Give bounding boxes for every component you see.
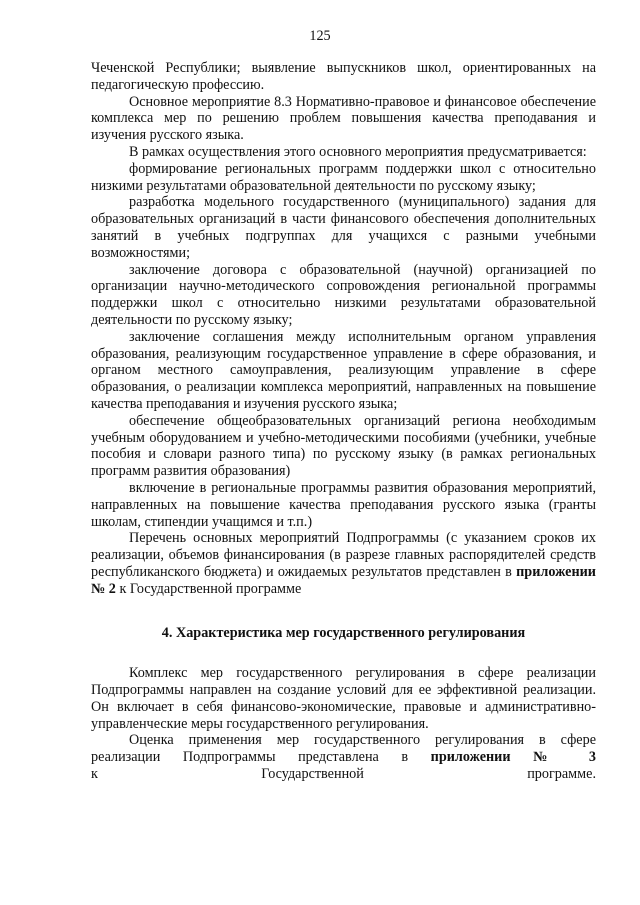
appendix-reference: приложении № 2	[91, 563, 596, 597]
paragraph: Основное мероприятие 8.3 Нормативно-правовое и финансовое обеспечение комплекса мер по решению проблем повышения качества преподавания и изучения русского языка.	[91, 93, 596, 144]
paragraph-tail: к Государственной программе.	[91, 766, 596, 783]
paragraph-text: Перечень основных мероприятий Подпрограммы (с указанием сроков их реализации, объемов финансирования (в разрезе главных распорядителей средств республиканского бюджета) и ожидаемых результатов представлен в	[91, 530, 596, 580]
document-body	[91, 60, 596, 783]
list-item: включение в региональные программы развития образования мероприятий, направленных на повышение качества преподавания русского языка (гранты школам, стипендии учащимся и т.п.)	[91, 479, 596, 530]
list-item: заключение соглашения между исполнительным органом управления образования, реализующим государственное управление в сфере образования, и органом местного самоуправления, реализующим управление в сфере образования, о реализации комплекса мероприятий, направленных на повышение качества преподавания и изучения русского языка;	[91, 328, 596, 412]
list-item: заключение договора с образовательной (научной) организацией по организации научно-методического сопровождения региональной программы поддержки школ с относительно низкими результатами образовательной деятельности по русскому языку;	[91, 261, 596, 328]
section-heading: 4. Характеристика мер государственного регулирования	[161, 624, 526, 641]
list-item: обеспечение общеобразовательных организаций региона необходимым учебным оборудованием и учебно-методическими пособиями (учебники, учебные пособия и словари разного типа) по русскому языку (в рамках региональных программ развития образования)	[91, 412, 596, 480]
paragraph-text: Оценка применения мер государственного регулирования в сфере реализации Подпрограммы представлена в	[91, 732, 596, 766]
paragraph-appendix-3	[91, 732, 596, 782]
paragraph: В рамках осуществления этого основного мероприятия предусматривается:	[129, 143, 587, 160]
list-item: формирование региональных программ поддержки школ с относительно низкими результатами образовательной деятельности по русскому языку;	[91, 160, 596, 194]
paragraph: Чеченской Республики; выявление выпускников школ, ориентированных на педагогическую профессию.	[91, 60, 596, 93]
page-number: 125	[309, 28, 331, 44]
paragraph-appendix-2	[91, 530, 596, 597]
appendix-reference: приложении № 3	[430, 749, 596, 766]
paragraph-tail: к Государственной программе	[119, 580, 302, 597]
list-item: разработка модельного государственного (муниципального) задания для образовательных организаций в части финансового обеспечения дополнительных занятий в учебных подгруппах для учащихся с разными учебными возможностями;	[91, 194, 596, 261]
paragraph: Комплекс мер государственного регулирования в сфере реализации Подпрограммы направлен на создание условий для ее эффективной реализации. Он включает в себя финансово-экономические, правовые и административно-управленческие меры государственного регулирования.	[91, 665, 596, 732]
